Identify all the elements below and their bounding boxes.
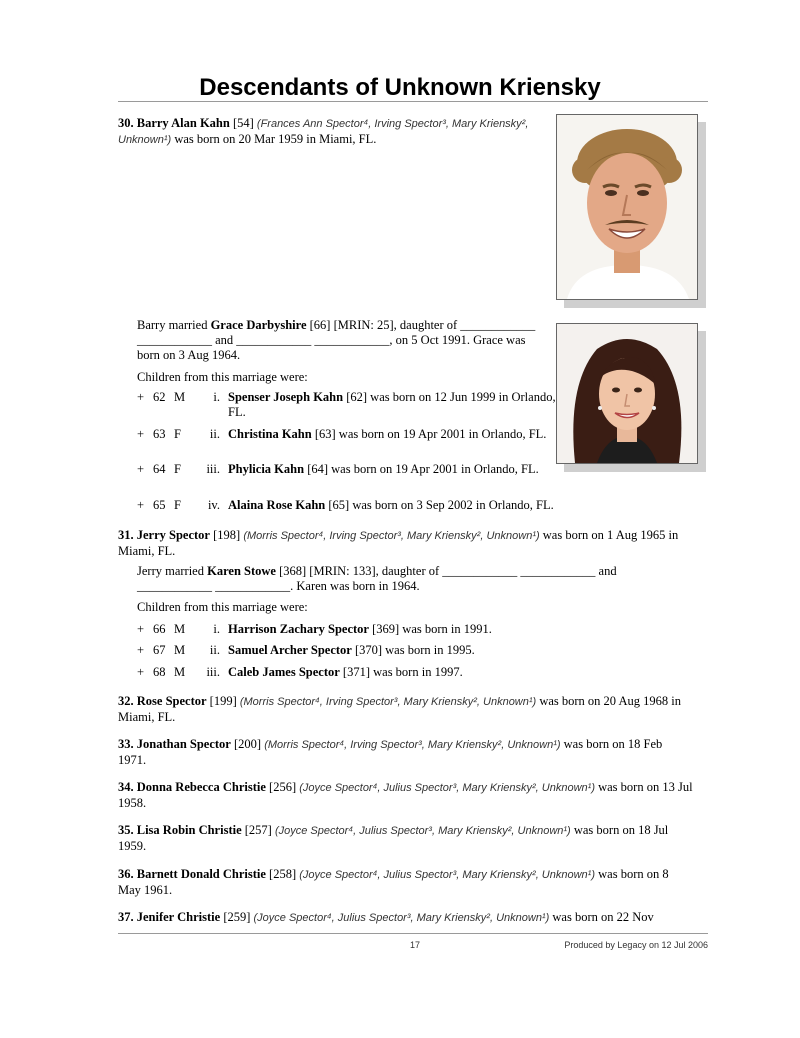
portrait-man-drawing	[557, 115, 697, 299]
person-name: Jonathan Spector	[136, 737, 231, 751]
child-sex: F	[174, 427, 181, 441]
person-rin: [198]	[213, 528, 241, 542]
spouse-name: Karen Stowe	[207, 564, 276, 578]
child-text	[228, 427, 573, 442]
birth-info: was born on 22 Nov	[552, 910, 654, 924]
ancestry-line: (Frances Ann Spector⁴, Irving Spector³, Mary Kriensky², Unknown¹)	[118, 118, 529, 146]
ancestry-line: (Morris Spector⁴, Irving Spector³, Mary Kriensky², Unknown¹)	[264, 739, 561, 751]
entry-31	[118, 528, 693, 559]
child-number: 63	[153, 427, 166, 441]
has-descendants-mark: +	[137, 427, 145, 441]
birth-info: was born on 13 Jul 1958.	[118, 780, 693, 810]
child-details: [371] was born in 1997.	[342, 665, 463, 679]
birth-info: was born on 1 Aug 1965 in Miami, FL.	[118, 528, 679, 558]
marriage-intro: Barry married	[137, 318, 208, 332]
ancestry-line: (Joyce Spector⁴, Julius Spector³, Mary Kriensky², Unknown¹)	[274, 825, 571, 837]
child-order: i.	[213, 390, 220, 404]
birth-info: was born on 18 Jul 1959.	[118, 823, 669, 853]
has-descendants-mark: +	[137, 622, 145, 636]
child-name: Christina Kahn	[228, 427, 312, 441]
child-order: i.	[213, 622, 220, 636]
page-number: 17	[409, 940, 420, 950]
portrait-woman-drawing	[557, 324, 697, 463]
entry-34	[118, 780, 693, 811]
marriage-31	[137, 564, 647, 594]
person-name: Barry Alan Kahn	[136, 116, 230, 130]
child-number: 67	[153, 643, 166, 657]
child-text	[228, 462, 573, 477]
ancestry-line: (Morris Spector⁴, Irving Spector³, Mary Kriensky², Unknown¹)	[243, 530, 540, 542]
ancestry-line: (Joyce Spector⁴, Julius Spector³, Mary Kriensky², Unknown¹)	[299, 869, 595, 881]
child-row	[137, 498, 597, 528]
ancestry-line: (Joyce Spector⁴, Julius Spector³, Mary Kriensky², Unknown¹)	[299, 782, 595, 794]
entry-36	[118, 867, 693, 898]
entry-number: 37.	[118, 910, 134, 924]
marriage-intro: Jerry married	[137, 564, 204, 578]
child-row	[137, 427, 577, 457]
child-order: iii.	[206, 665, 220, 679]
entry-number: 35.	[118, 823, 134, 837]
person-rin: [258]	[269, 867, 297, 881]
has-descendants-mark: +	[137, 498, 145, 512]
entry-number: 31.	[118, 528, 134, 542]
child-text	[228, 622, 573, 637]
child-number: 66	[153, 622, 166, 636]
child-row	[137, 643, 577, 659]
child-sex: M	[174, 622, 186, 636]
spouse-name: Grace Darbyshire	[210, 318, 307, 332]
entry-33	[118, 737, 693, 768]
child-sex: M	[174, 390, 186, 404]
children-label-31: Children from this marriage were:	[137, 600, 308, 614]
child-details: [62] was born on 12 Jun 1999 in Orlando, FL.	[228, 390, 556, 419]
entry-35	[118, 823, 693, 854]
child-name: Caleb James Spector	[228, 665, 340, 679]
entry-number: 34.	[118, 780, 134, 794]
child-row	[137, 390, 577, 420]
child-order: iv.	[207, 498, 220, 512]
child-details: [370] was born in 1995.	[354, 643, 475, 657]
child-order: ii.	[209, 643, 220, 657]
child-name: Harrison Zachary Spector	[228, 622, 369, 636]
child-text	[228, 390, 573, 420]
has-descendants-mark: +	[137, 390, 145, 404]
person-name: Barnett Donald Christie	[136, 867, 266, 881]
ancestry-line: (Joyce Spector⁴, Julius Spector³, Mary Kriensky², Unknown¹)	[253, 912, 550, 924]
marriage-details: [368] [MRIN: 133], daughter of ____________ ____________ and ____________ ____________. Karen was born in 1964.	[137, 564, 617, 593]
child-text	[228, 498, 598, 513]
portrait-image	[556, 323, 698, 464]
child-number: 65	[153, 498, 166, 512]
person-name: Jenifer Christie	[136, 910, 221, 924]
portrait-image	[556, 114, 698, 300]
entry-number: 33.	[118, 737, 134, 751]
person-name: Jerry Spector	[136, 528, 210, 542]
person-rin: [54]	[232, 116, 254, 130]
child-number: 62	[153, 390, 166, 404]
person-rin: [259]	[223, 910, 251, 924]
child-sex: M	[174, 665, 186, 679]
child-order: ii.	[209, 427, 220, 441]
person-rin: [200]	[233, 737, 262, 751]
person-name: Donna Rebecca Christie	[136, 780, 266, 794]
ancestry-line: (Morris Spector⁴, Irving Spector³, Mary Kriensky², Unknown¹)	[239, 696, 537, 708]
has-descendants-mark: +	[137, 462, 145, 476]
barry-photo	[556, 114, 698, 300]
child-name: Alaina Rose Kahn	[228, 498, 326, 512]
footer-rule	[118, 933, 708, 934]
person-name: Lisa Robin Christie	[136, 823, 242, 837]
page-title: Descendants of Unknown Kriensky	[199, 74, 601, 101]
entry-30	[118, 116, 548, 148]
has-descendants-mark: +	[137, 665, 145, 679]
person-rin: [199]	[209, 694, 237, 708]
child-details: [65] was born on 3 Sep 2002 in Orlando, FL.	[328, 498, 554, 512]
entry-number: 32.	[118, 694, 134, 708]
child-row	[137, 462, 577, 492]
child-text	[228, 643, 573, 658]
child-text	[228, 665, 573, 680]
birth-info: was born on 18 Feb 1971.	[118, 737, 663, 767]
child-name: Samuel Archer Spector	[228, 643, 352, 657]
birth-info: was born on 20 Aug 1968 in Miami, FL.	[118, 694, 681, 724]
child-sex: M	[174, 643, 186, 657]
entry-32	[118, 694, 693, 725]
child-sex: F	[174, 462, 181, 476]
birth-info: was born on 8 May 1961.	[118, 867, 669, 897]
child-details: [63] was born on 19 Apr 2001 in Orlando, FL.	[314, 427, 547, 441]
child-row	[137, 622, 577, 638]
child-number: 64	[153, 462, 166, 476]
child-row	[137, 665, 577, 681]
produced-by: Produced by Legacy on 12 Jul 2006	[564, 940, 708, 950]
has-descendants-mark: +	[137, 643, 145, 657]
person-rin: [257]	[244, 823, 272, 837]
grace-photo	[556, 323, 698, 464]
child-name: Spenser Joseph Kahn	[228, 390, 344, 404]
children-label-30: Children from this marriage were:	[137, 370, 308, 384]
child-sex: F	[174, 498, 181, 512]
entry-number: 36.	[118, 867, 134, 881]
child-details: [369] was born in 1991.	[372, 622, 492, 636]
entry-37	[118, 910, 693, 926]
child-name: Phylicia Kahn	[228, 462, 305, 476]
header-rule	[118, 101, 708, 102]
child-order: iii.	[206, 462, 220, 476]
child-details: [64] was born on 19 Apr 2001 in Orlando, FL.	[307, 462, 539, 476]
marriage-30	[137, 318, 547, 363]
birth-info: was born on 20 Mar 1959 in Miami, FL.	[174, 132, 377, 146]
entry-number: 30.	[118, 116, 134, 130]
marriage-details: [66] [MRIN: 25], daughter of ____________ ____________ and ____________ ____________, on 5 Oct 1991. Grace was born on 3 Aug 1964.	[137, 318, 536, 362]
person-rin: [256]	[269, 780, 297, 794]
person-name: Rose Spector	[136, 694, 207, 708]
child-number: 68	[153, 665, 166, 679]
